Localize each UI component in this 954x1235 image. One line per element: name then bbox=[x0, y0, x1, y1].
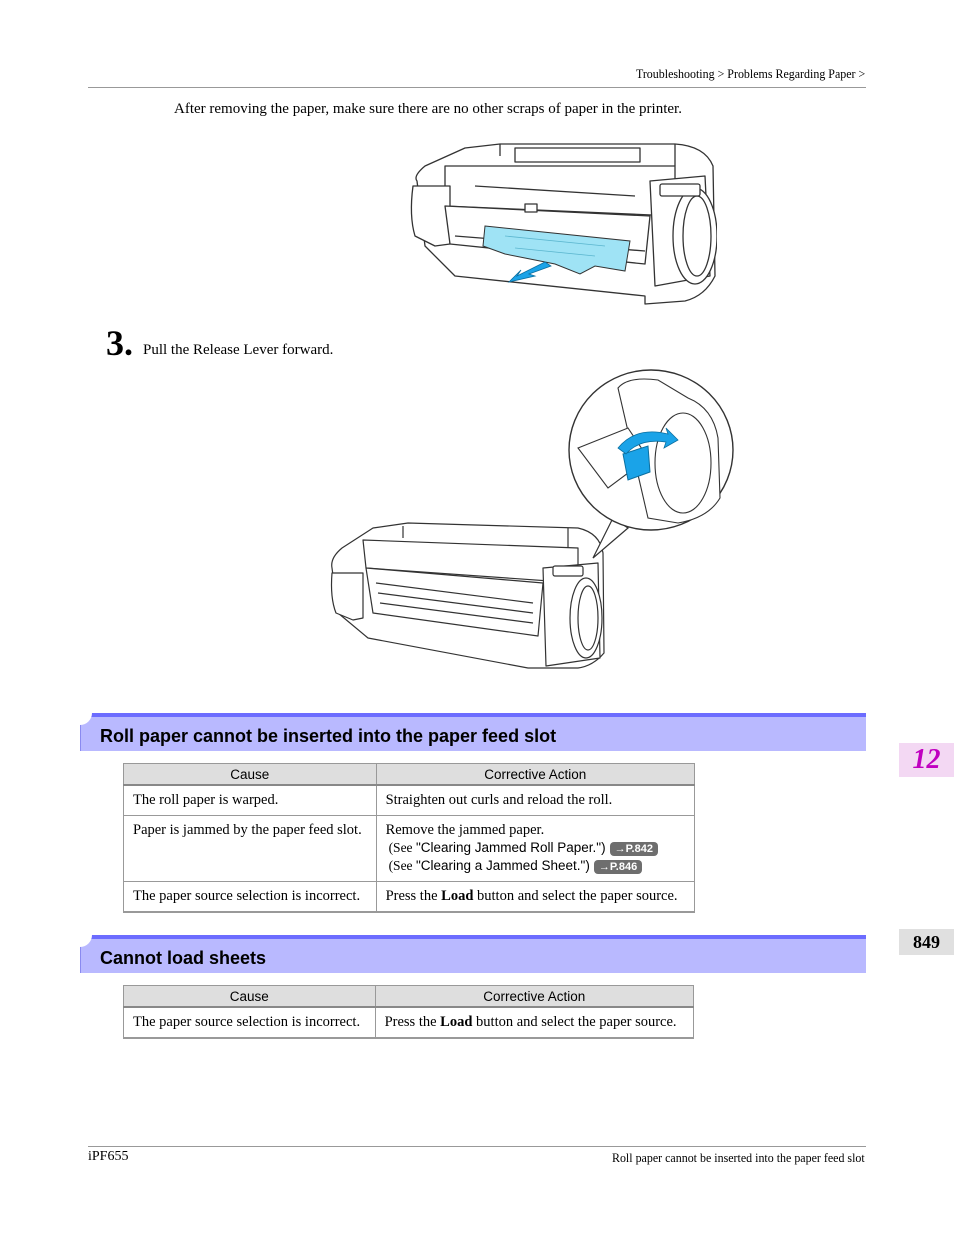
column-header-cause: Cause bbox=[124, 764, 377, 786]
link-clearing-jammed-roll-paper[interactable]: "Clearing Jammed Roll Paper.") bbox=[415, 840, 606, 855]
see-reference-2: (See "Clearing a Jammed Sheet.") →P.846 bbox=[386, 857, 685, 875]
intro-text: After removing the paper, make sure there are no other scraps of paper in the printer. bbox=[174, 101, 682, 117]
cause-cell: Paper is jammed by the paper feed slot. bbox=[124, 816, 377, 882]
page-number-tab: 849 bbox=[899, 929, 954, 955]
printer-paper-removal-illustration bbox=[405, 126, 717, 306]
section-title: Cannot load sheets bbox=[100, 948, 267, 968]
action-cell: Press the Load button and select the paper source. bbox=[375, 1007, 693, 1038]
section-heading-roll-paper bbox=[80, 713, 866, 751]
step-number: 3. bbox=[106, 323, 133, 363]
chapter-tab[interactable]: 12 bbox=[899, 743, 954, 777]
header-rule bbox=[88, 87, 866, 88]
cause-cell: The roll paper is warped. bbox=[124, 785, 377, 816]
table-header-row bbox=[124, 764, 695, 786]
step-text: Pull the Release Lever forward. bbox=[143, 342, 334, 358]
footer-model: iPF655 bbox=[88, 1149, 129, 1164]
link-clearing-jammed-sheet[interactable]: "Clearing a Jammed Sheet.") bbox=[415, 858, 590, 873]
see-reference-1: (See "Clearing Jammed Roll Paper.") →P.842 bbox=[386, 839, 685, 857]
page-ref-link[interactable]: →P.842 bbox=[610, 842, 658, 856]
table-row bbox=[124, 816, 695, 882]
breadcrumb: Troubleshooting > Problems Regarding Paper > bbox=[635, 66, 865, 81]
column-header-action: Corrective Action bbox=[375, 986, 693, 1008]
action-cell: Straighten out curls and reload the roll. bbox=[376, 785, 694, 816]
printer-release-lever-illustration bbox=[328, 368, 734, 673]
action-cell bbox=[376, 816, 694, 882]
footer-rule bbox=[88, 1146, 866, 1147]
cannot-load-sheets-table bbox=[123, 985, 694, 1039]
table-row bbox=[124, 1007, 694, 1038]
action-cell: Press the Load button and select the paper source. bbox=[376, 882, 694, 913]
load-button-label: Load bbox=[440, 1014, 473, 1030]
page-ref-link[interactable]: →P.846 bbox=[594, 860, 642, 874]
load-button-label: Load bbox=[441, 888, 474, 904]
table-header-row bbox=[124, 986, 694, 1008]
action-text: Remove the jammed paper. bbox=[385, 822, 545, 838]
cause-cell: The paper source selection is incorrect. bbox=[124, 882, 377, 913]
zoom-callout bbox=[569, 370, 733, 558]
roll-paper-table bbox=[123, 763, 695, 913]
section-title: Roll paper cannot be inserted into the paper feed slot bbox=[100, 726, 557, 746]
footer-section-title: Roll paper cannot be inserted into the paper feed slot bbox=[612, 1150, 865, 1165]
cause-cell: The paper source selection is incorrect. bbox=[124, 1007, 376, 1038]
table-row bbox=[124, 785, 695, 816]
section-heading-cannot-load-sheets bbox=[80, 935, 866, 973]
column-header-cause: Cause bbox=[124, 986, 376, 1008]
table-row bbox=[124, 882, 695, 913]
column-header-action: Corrective Action bbox=[376, 764, 694, 786]
